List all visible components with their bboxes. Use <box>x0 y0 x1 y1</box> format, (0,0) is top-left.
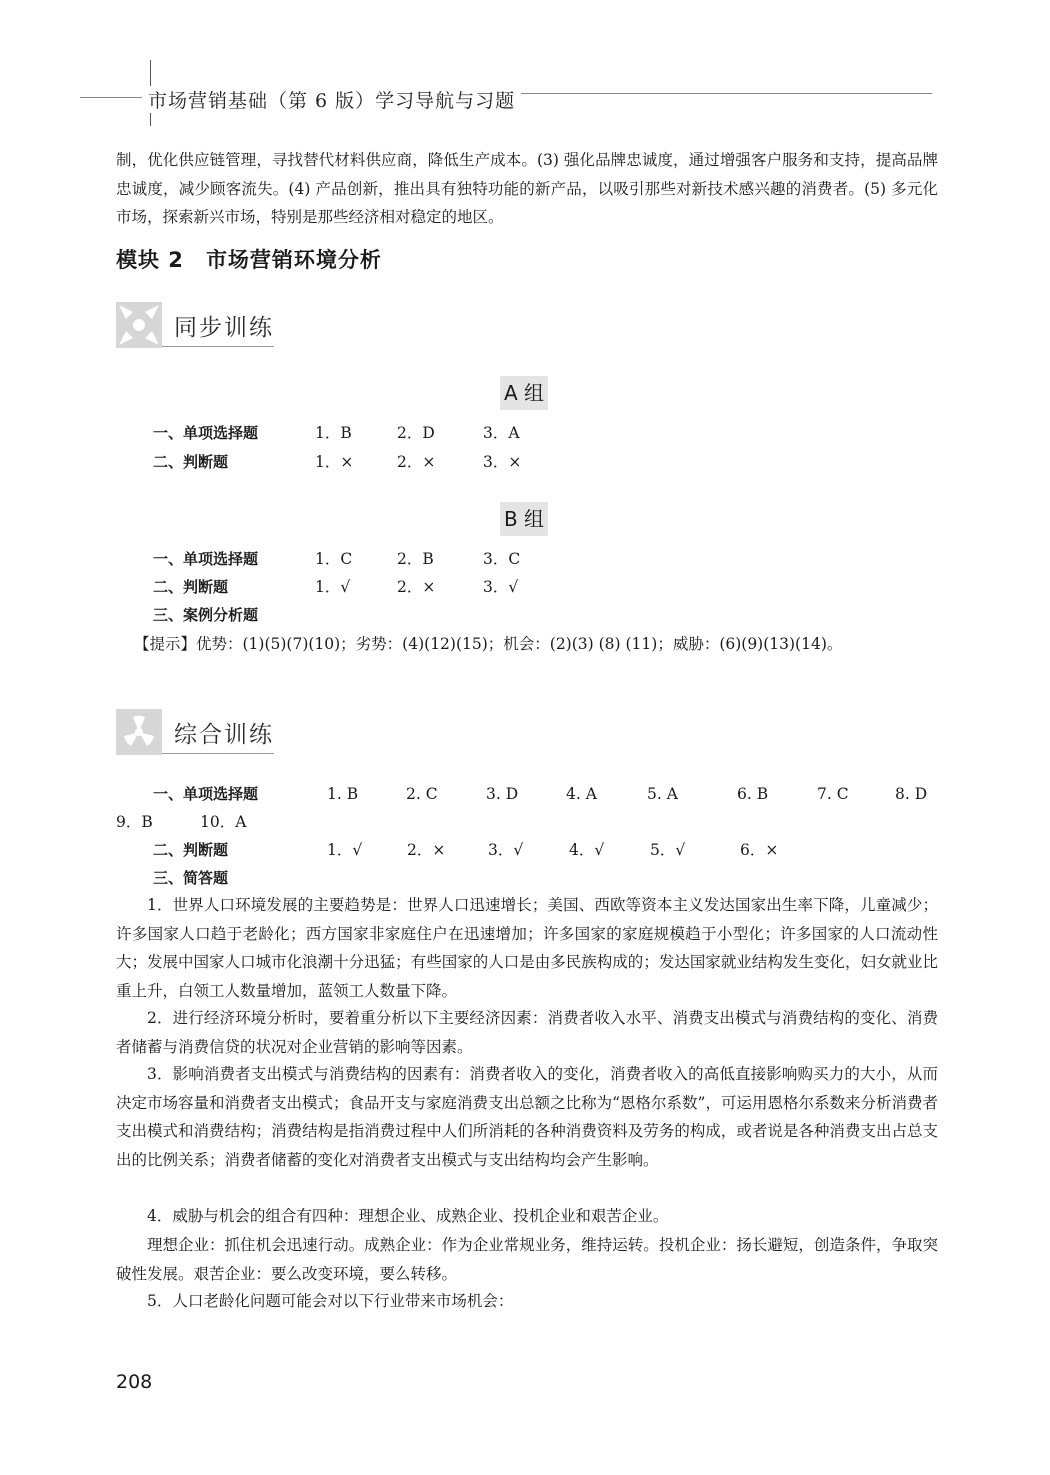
running-header-title: 市场营销基础（第 6 版）学习导航与习题 <box>142 86 521 113</box>
group-a-single-choice-answer: 2．D <box>397 424 435 442</box>
comp-single-choice-answer: 6. B <box>737 785 769 803</box>
comp-single-choice-answer: 5. A <box>647 785 678 803</box>
group-b-case-row <box>153 604 453 626</box>
group-b-single-choice-answer: 2．B <box>397 550 434 568</box>
comp-single-choice-row <box>153 783 938 805</box>
comp-true-false-answer: 1．√ <box>327 841 363 859</box>
group-b-true-false-answer: 2．× <box>397 578 436 596</box>
comp-single-choice-answer: 3. D <box>486 785 519 803</box>
comp-single-choice-answer: 8. D <box>895 785 928 803</box>
group-a-true-false-answer: 3．× <box>483 453 522 471</box>
group-b-case-label: 三、案例分析题 <box>153 606 259 624</box>
short-answer-2: 2．进行经济环境分析时，要着重分析以下主要经济因素：消费者收入水平、消费支出模式与消费结构的变化、消费者储蓄与消费信贷的状况对企业营销的影响等因素。 <box>116 1009 938 1056</box>
short-answer-3: 3．影响消费者支出模式与消费结构的因素有：消费者收入的变化，消费者收入的高低直接影响购买力的大小，从而决定市场容量和消费者支出模式；食品开支与家庭消费支出总额之比称为“恩格尔系数”，可运用恩格尔系数来分析消费者支出模式和消费结构；消费结构是指消费过程中人们所消耗的各种消费资料及劳务的构成，或者说是各种消费支出占总支出的比例关系；消费者储蓄的变化对消费者支出模式与支出结构均会产生影响。 <box>116 1065 938 1169</box>
comp-true-false-answer: 6．× <box>740 841 779 859</box>
module-heading <box>116 244 382 274</box>
group-b-title: B 组 <box>500 502 548 536</box>
group-b-single-choice-answer: 3．C <box>483 550 521 568</box>
group-b-true-false-row <box>153 576 573 598</box>
group-a-title: A 组 <box>500 376 548 410</box>
comp-single-choice-answer: 2. C <box>406 785 438 803</box>
group-a-true-false-answer: 1．× <box>315 453 354 471</box>
comprehensive-training-label: 综合训练 <box>174 722 274 748</box>
intro-paragraph: 制，优化供应链管理，寻找替代材料供应商，降低生产成本。(3) 强化品牌忠诚度，通过增强客户服务和支持，提高品牌忠诚度，减少顾客流失。(4) 产品创新，推出具有独特功能的新产品，以吸引那些对新技术感兴趣的消费者。(5) 多元化市场，探索新兴市场，特别是那些经济相对稳定的地区。 <box>116 151 938 226</box>
comp-short-answer-row <box>153 867 453 889</box>
header-rule-left <box>80 97 150 98</box>
comp-single-choice-label: 一、单项选择题 <box>153 785 259 803</box>
comp-single-choice-answer: 4. A <box>566 785 597 803</box>
group-b-single-choice-row <box>153 548 573 570</box>
group-b-single-choice-label: 一、单项选择题 <box>153 550 259 568</box>
short-answer-4-detail: 理想企业：抓住机会迅速行动。成熟企业：作为企业常规业务，维持运转。投机企业：扬长避短，创造条件，争取突破性发展。艰苦企业：要么改变环境，要么转移。 <box>116 1236 938 1283</box>
module-title: 市场营销环境分析 <box>205 248 382 272</box>
group-a-single-choice-row <box>153 422 573 444</box>
group-b-single-choice-answer: 1．C <box>315 550 353 568</box>
comprehensive-training-icon <box>116 709 162 755</box>
sync-training-icon <box>116 302 162 348</box>
page-number: 208 <box>116 1371 153 1393</box>
module-number: 模块 2 <box>116 248 184 272</box>
comp-true-false-answer: 3．√ <box>488 841 524 859</box>
short-answer-5: 5．人口老龄化问题可能会对以下行业带来市场机会： <box>147 1292 514 1310</box>
group-b-true-false-label: 二、判断题 <box>153 578 229 596</box>
group-a-true-false-row <box>153 451 573 473</box>
comprehensive-training-banner <box>116 709 276 755</box>
comp-single-choice-answer: 10．A <box>200 813 247 831</box>
comp-true-false-answer: 5．√ <box>650 841 686 859</box>
comp-true-false-row <box>153 839 853 861</box>
comp-single-choice-row-wrap <box>116 811 416 833</box>
comp-true-false-answer: 2．× <box>407 841 446 859</box>
group-b-true-false-answer: 1．√ <box>315 578 351 596</box>
comp-single-choice-answer: 1. B <box>327 785 359 803</box>
group-a-true-false-answer: 2．× <box>397 453 436 471</box>
group-b-true-false-answer: 3．√ <box>483 578 519 596</box>
short-answer-4: 4．威胁与机会的组合有四种：理想企业、成熟企业、投机企业和艰苦企业。 <box>147 1207 669 1225</box>
header-rule-right <box>520 93 932 94</box>
header-rule-vertical-top <box>150 60 151 86</box>
short-answer-1: 1．世界人口环境发展的主要趋势是：世界人口迅速增长；美国、西欧等资本主义发达国家出生率下降，儿童减少；许多国家人口趋于老龄化；西方国家非家庭住户在迅速增加；许多国家的家庭规模趋于小型化；许多国家的人口流动性大；发展中国家人口城市化浪潮十分迅猛；有些国家的人口是由多民族构成的；发达国家就业结构发生变化，妇女就业比重上升，白领工人数量增加，蓝领工人数量下降。 <box>116 896 938 1000</box>
group-b-case-hint: 【提示】优势：(1)(5)(7)(10)；劣势：(4)(12)(15)；机会：(2)(3) (8) (11)；威胁：(6)(9)(13)(14)。 <box>134 635 843 653</box>
sync-training-label: 同步训练 <box>174 315 274 341</box>
comprehensive-training-underline <box>162 753 274 754</box>
group-a-true-false-label: 二、判断题 <box>153 453 229 471</box>
sync-training-underline <box>162 346 274 347</box>
sync-training-banner <box>116 302 276 348</box>
group-a-single-choice-label: 一、单项选择题 <box>153 424 259 442</box>
comp-true-false-answer: 4．√ <box>569 841 605 859</box>
comp-single-choice-answer: 7. C <box>817 785 849 803</box>
group-a-single-choice-answer: 3．A <box>483 424 520 442</box>
comp-true-false-label: 二、判断题 <box>153 841 229 859</box>
comp-single-choice-answer: 9．B <box>116 813 153 831</box>
comp-short-answer-label: 三、简答题 <box>153 869 229 887</box>
group-a-single-choice-answer: 1．B <box>315 424 352 442</box>
